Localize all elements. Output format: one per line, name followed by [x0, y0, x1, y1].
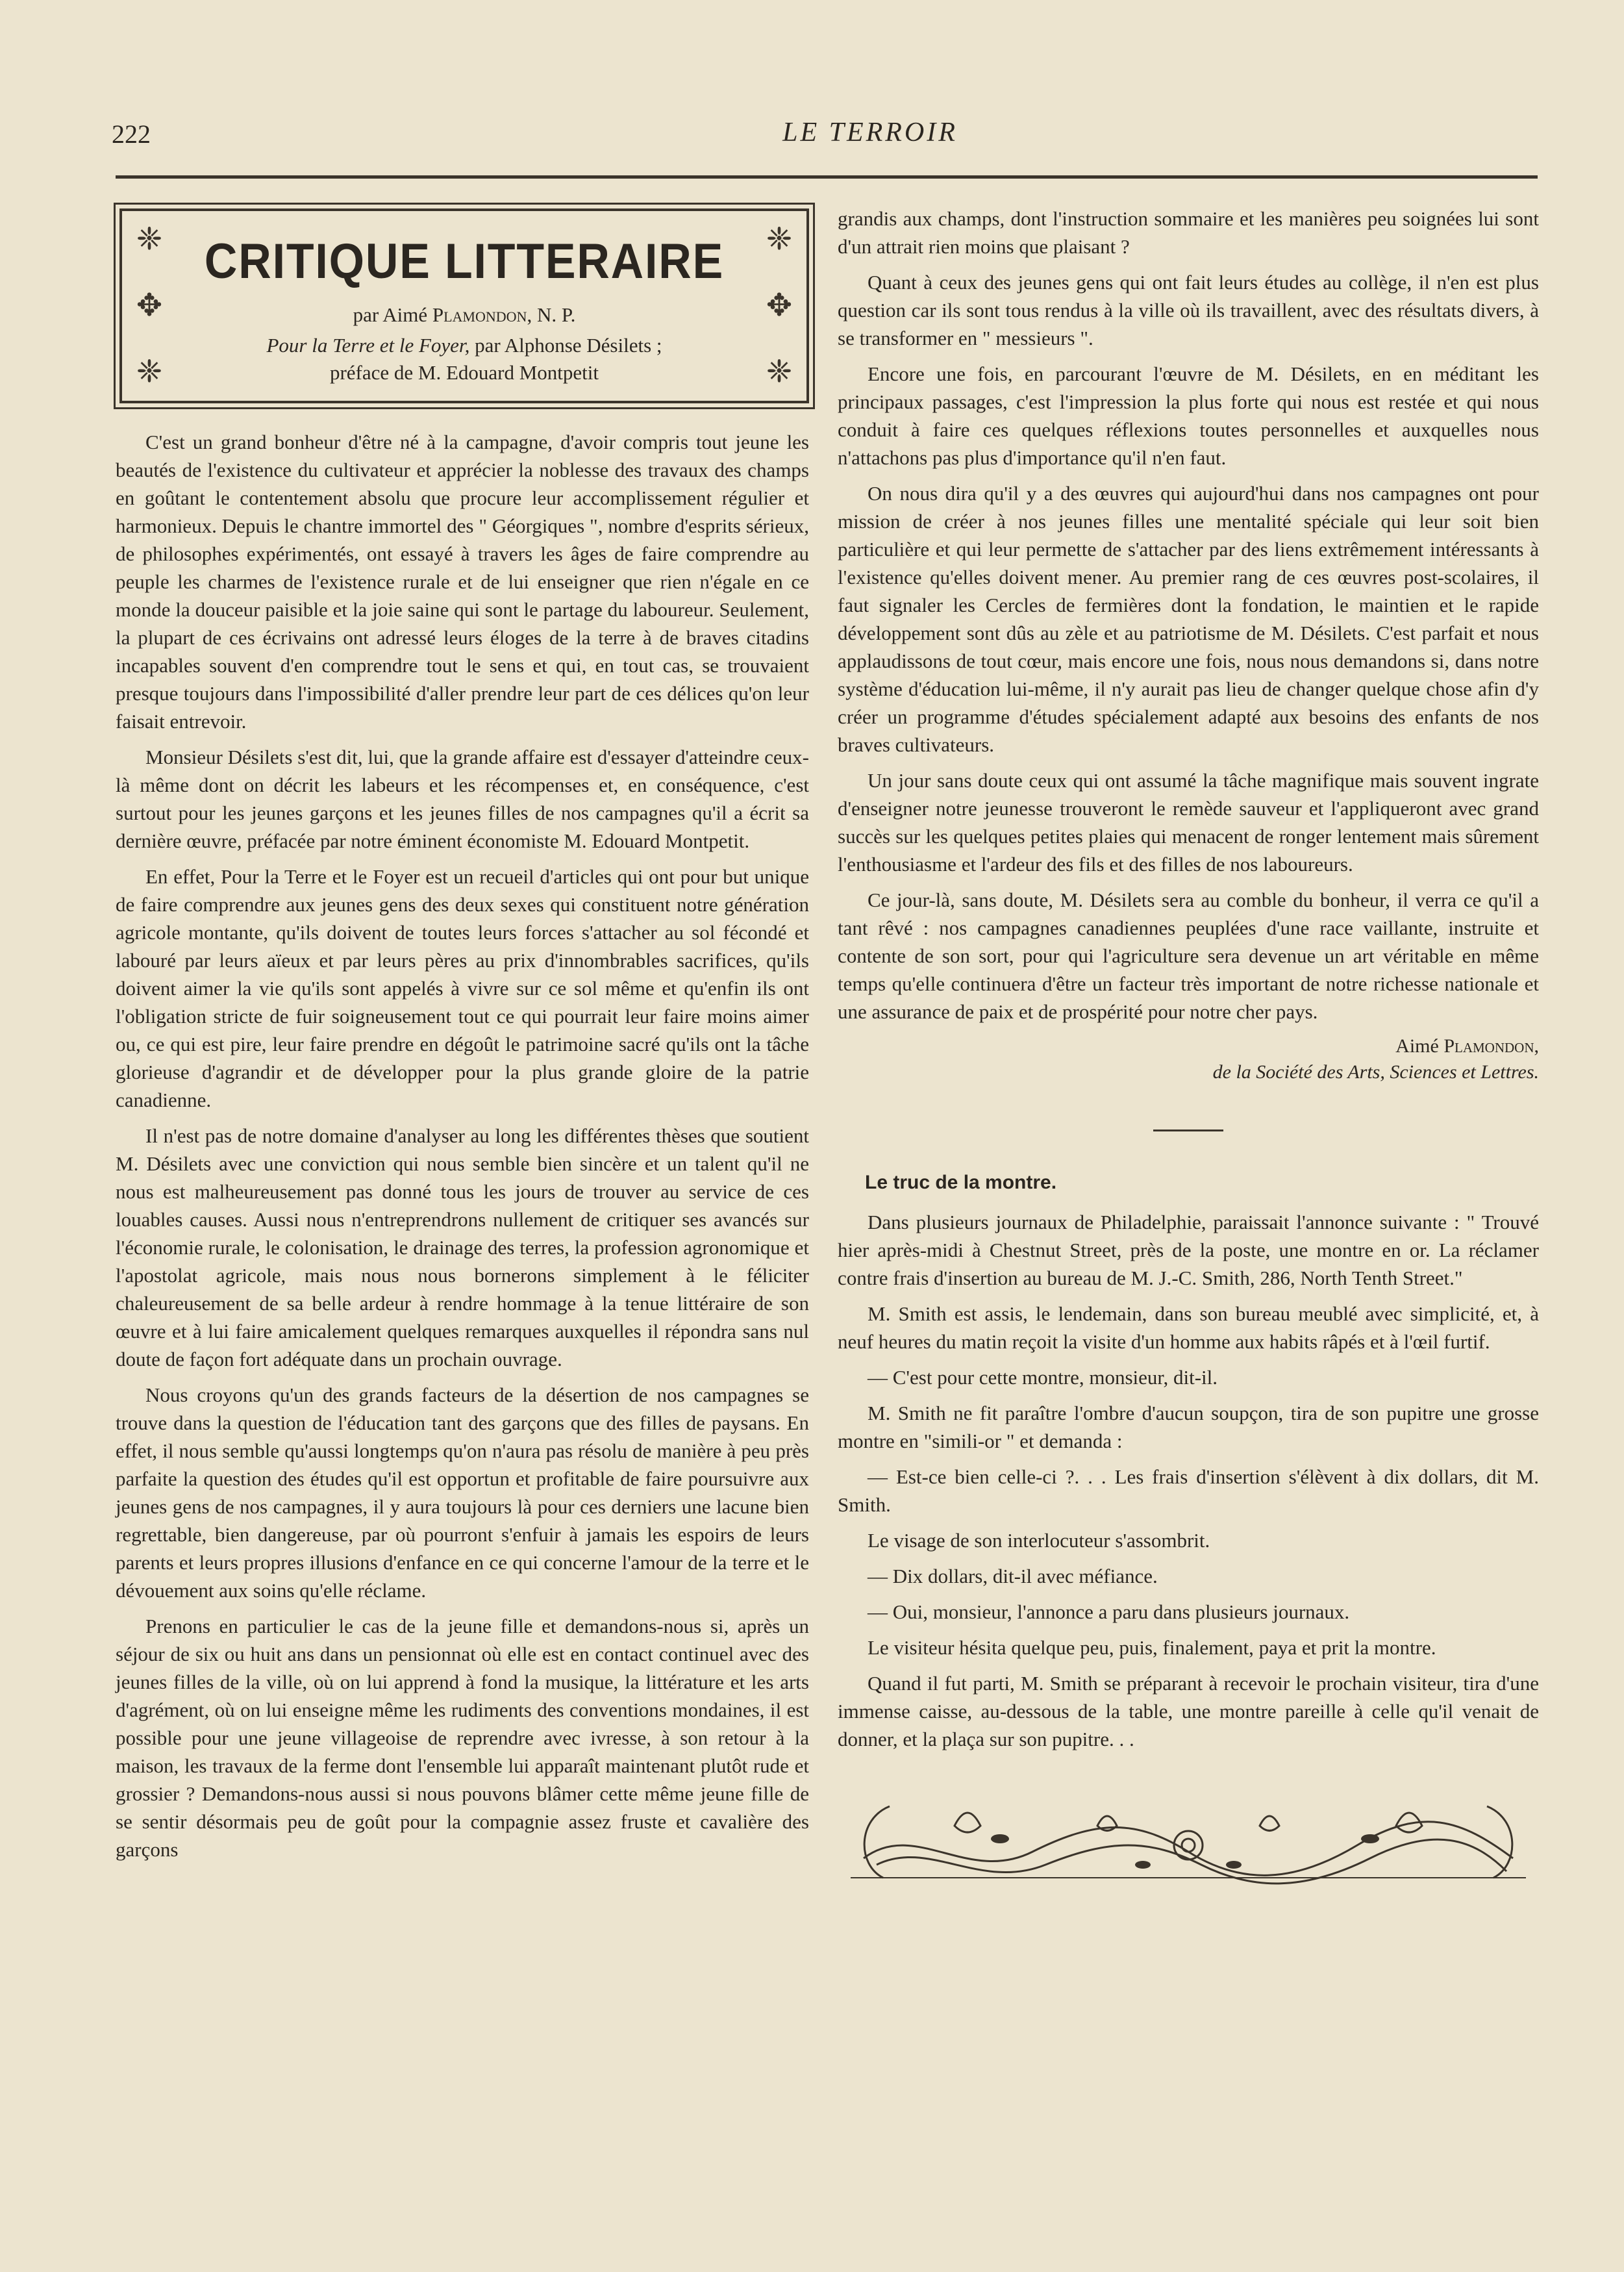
paragraph: grandis aux champs, dont l'instruction sommaire et les manières peu soignées lui sont d'un attrait rien moins que plaisant ?	[838, 207, 1539, 258]
left-body-text	[116, 428, 809, 1863]
journal-title: LE TERROIR	[782, 118, 958, 147]
paragraph: Dans plusieurs journaux de Philadelphie, paraissait l'annonce suivante : " Trouvé hier après-midi à Chestnut Street, près de la poste, une montre en or. La réclamer contre frais d'insertion au bureau de M. J.-C. Smith, 286, North Tenth Street."	[838, 1211, 1539, 1289]
paragraph: Quand il fut parti, M. Smith se préparant à recevoir le prochain visiteur, tira d'une immense caisse, au-dessous de la table, une montre pareille à celle qu'il venait de donner, et la plaça sur son pupitre. . .	[838, 1672, 1539, 1750]
paragraph: — Oui, monsieur, l'annonce a paru dans plusieurs journaux.	[868, 1600, 1350, 1623]
fleuron-icon: ❈ ✥ ❈	[136, 222, 163, 389]
signature-name: Plamondon,	[1443, 1035, 1539, 1057]
left-column	[116, 205, 809, 1871]
right-body-text	[838, 205, 1539, 1026]
subject-preface: préface de M. Edouard Montpetit	[329, 360, 599, 384]
paragraph: M. Smith est assis, le lendemain, dans son bureau meublé avec simplicité, et, à neuf heures du matin reçoit la visite d'un homme aux habits râpés et à l'œil furtif.	[838, 1302, 1539, 1353]
paragraph: C'est un grand bonheur d'être né à la campagne, d'avoir compris tout jeune les beautés de l'existence du cultivateur et apprécier la noblesse des travaux des champs en goûtant le contentement absolu que procure leur accomplissement régulier et harmonieux. Depuis le chantre immortel des " Géorgiques ", nombre d'esprits sérieux, de philosophes expérimentés, ont essayé à travers les âges de faire comprendre au peuple les charmes de l'existence rurale et de lui enseigner que rien n'égale en ce monde la douceur paisible et la joie saine qui sont le partage du laboureur. Seulement, la plupart de ces écrivains ont adressé leurs éloges de la terre à de braves citadins incapables souvent d'en comprendre tout le sens et qui, en tout cas, se trouvaient presque toujours dans l'impossibilité d'aller prendre leur part de ces délices qu'on leur faisait entrevoir.	[116, 431, 809, 733]
right-column	[838, 205, 1539, 1900]
page-number: 222	[112, 120, 151, 149]
article-title: CRITIQUE LITTERAIRE	[204, 234, 725, 289]
signature-affiliation-line	[838, 1059, 1539, 1085]
paragraph: — Dix dollars, dit-il avec méfiance.	[868, 1565, 1158, 1587]
article-subject	[122, 332, 806, 386]
paragraph: M. Smith ne fit paraître l'ombre d'aucun soupçon, tira de son pupitre une grosse montre en "simili-or " et demanda :	[838, 1402, 1539, 1452]
signature-line	[838, 1033, 1539, 1059]
paragraph: — C'est pour cette montre, monsieur, dit-il.	[868, 1366, 1218, 1389]
floral-vignette-icon	[838, 1780, 1539, 1897]
subject-author: par Alphonse Désilets ;	[469, 334, 662, 357]
paragraph: Le visiteur hésita quelque peu, puis, finalement, paya et prit la montre.	[868, 1636, 1436, 1659]
article-byline	[122, 303, 806, 327]
paragraph: En effet, Pour la Terre et le Foyer est un recueil d'articles qui ont pour but unique de faire comprendre aux jeunes gens des deux sexes qui constituent notre génération agricole montante, qu'ils doivent de toutes leurs forces s'attacher au sol fécondé et labouré par leurs aïeux et par leurs pères au prix d'innombrables sacrifices, qu'ils doivent aimer la vie qu'ils sont appelés à vivre sur ce sol même et qu'enfin ils ont l'obligation stricte de fuir soigneusement tout ce qui pourrait leur faire moins aimer ou, ce qui est pire, leur faire prendre en dégoût le patrimoine sacré qu'ils ont la tâche glorieuse d'agrandir et de développer pour la plus grande gloire de la patrie canadienne.	[116, 865, 809, 1111]
byline-prefix: par Aimé	[353, 303, 428, 326]
paragraph: Prenons en particulier le cas de la jeune fille et demandons-nous si, après un séjour de six ou huit ans dans un pensionnat où elle est en contact continuel avec des jeunes filles de la ville, où on lui apprend à fond la musique, la littérature et les arts d'agrément, où on lui enseigne même les rudiments des conventions mondaines, il est possible pour une jeune villageoise de reprendre avec ivresse, à son retour à la maison, les travaux de la ferme dont l'ensemble lui apparaît maintenant plutôt rude et grossier ? Demandons-nous aussi si nous pouvons blâmer cette même jeune fille de se sentir désormais peu de goût pour la compagnie assez fruste et cavalière des garçons	[116, 1615, 809, 1861]
signature-affiliation: de la Société des Arts, Sciences et Lettres.	[1212, 1061, 1539, 1083]
section-divider	[1153, 1130, 1223, 1131]
paragraph: Le visage de son interlocuteur s'assombrit.	[868, 1529, 1210, 1552]
subject-book-title: Pour la Terre et le Foyer,	[266, 334, 470, 357]
paragraph: Quant à ceux des jeunes gens qui ont fait leurs études au collège, il n'en est plus question car ils sont tous rendus à la ville où ils travaillent, avec des résultats divers, à se transformer en " messieurs ".	[838, 271, 1539, 349]
signature-prefix: Aimé	[1395, 1035, 1439, 1057]
paragraph: Il n'est pas de notre domaine d'analyser au long les différentes thèses que soutient M. Désilets avec une conviction qui nous semble bien sincère et un talent qu'il ne nous est malheureusement pas donné tous les jours de trouver au service de ces louables causes. Aussi nous n'entreprendrons nullement de critiquer ses avancés sur l'économie rurale, le colonisation, le drainage des terres, la profession agronomique et l'apostolat agricole, mais nous nous bornerons simplement à le féliciter chaleureusement de sa belle ardeur à rendre hommage à la tenue littéraire de son œuvre et à lui faire amicalement quelques remarques auxquelles il répondra sans nul doute de façon fort adéquate dans un prochain ouvrage.	[116, 1124, 809, 1370]
byline-suffix: , N. P.	[527, 303, 576, 326]
paragraph: Nous croyons qu'un des grands facteurs de la désertion de nos campagnes se trouve dans la question de l'éducation tant des garçons que des filles de paysans. En effet, il nous semble qu'aussi longtemps qu'on n'aura pas résolu de manière à peu près parfaite la question des études qu'il est opportun et profitable de faire poursuivre aux jeunes gens de nos campagnes, il y aura toujours là pour ces derniers une lacune bien regrettable, bien dangereuse, par où pourront s'enfuir à jamais les espoirs de leurs parents et leurs propres illusions d'enfance en ce qui concerne l'amour de la terre et le dévouement aux soins qu'elle réclame.	[116, 1383, 809, 1602]
paragraph: On nous dira qu'il y a des œuvres qui aujourd'hui dans nos campagnes ont pour mission de créer à nos jeunes filles une mentalité spéciale qui leur soit bien particulière et qui leur permette de s'attacher par des liens extrêmement intéressants à l'existence qu'elles doivent mener. Au premier rang de ces œuvres post-scolaires, il faut signaler les Cercles de fermières dont la fondation, le maintien et le rapide développement sont dûs au zèle et au patriotisme de M. Désilets. C'est parfait et nous applaudissons de tout cœur, mais encore une fois, nous nous demandons si, dans notre système d'éducation lui-même, il n'y aurait pas lieu de changer quelque chose afin d'y créer un programme d'études spécialement adapté aux besoins des enfants de nos braves cultivateurs.	[838, 482, 1539, 756]
paragraph: — Est-ce bien celle-ci ?. . . Les frais d'insertion s'élèvent à dix dollars, dit M. Smith.	[838, 1465, 1539, 1516]
paragraph: Un jour sans doute ceux qui ont assumé la tâche magnifique mais souvent ingrate d'enseigner notre jeunesse trouveront le remède sauveur et l'appliqueront avec grand succès sur les quelques petites plaies qui menacent de ronger lentement mais sûrement l'enthousiasme et l'ardeur des fils et des filles de nos laboureurs.	[838, 769, 1539, 876]
second-article-body	[838, 1208, 1539, 1753]
paragraph: Monsieur Désilets s'est dit, lui, que la grande affaire est d'essayer d'atteindre ceux-là même dont on décrit les labeurs et les récompenses et, en conséquence, c'est surtout pour les jeunes garçons et les jeunes filles de nos campagnes qu'il a écrit sa dernière œuvre, préfacée par notre éminent économiste M. Edouard Montpetit.	[116, 746, 809, 852]
header-rule	[116, 175, 1538, 179]
byline-name: Plamondon	[432, 303, 527, 326]
second-article-title: Le truc de la montre.	[865, 1172, 1057, 1193]
paragraph: Ce jour-là, sans doute, M. Désilets sera au comble du bonheur, il verra ce qu'il a tant rêvé : nos campagnes canadiennes peuplées d'une race vaillante, instruite et contente de son sort, pour qui l'agriculture sera devenue un art véritable en même temps qu'elle continuera d'être un facteur très important de notre richesse nationale et une assurance de paix et de prospérité pour notre cher pays.	[838, 889, 1539, 1023]
paragraph: Encore une fois, en parcourant l'œuvre de M. Désilets, en en méditant les principaux passages, c'est l'impression la plus forte qui nous est restée et qui nous conduit à faire ces quelques réflexions toutes personnelles et auxquelles nous n'attachons pas plus d'importance qu'il n'en faut.	[838, 362, 1539, 469]
article-title-box	[119, 208, 809, 403]
fleuron-icon: ❈ ✥ ❈	[766, 222, 793, 389]
